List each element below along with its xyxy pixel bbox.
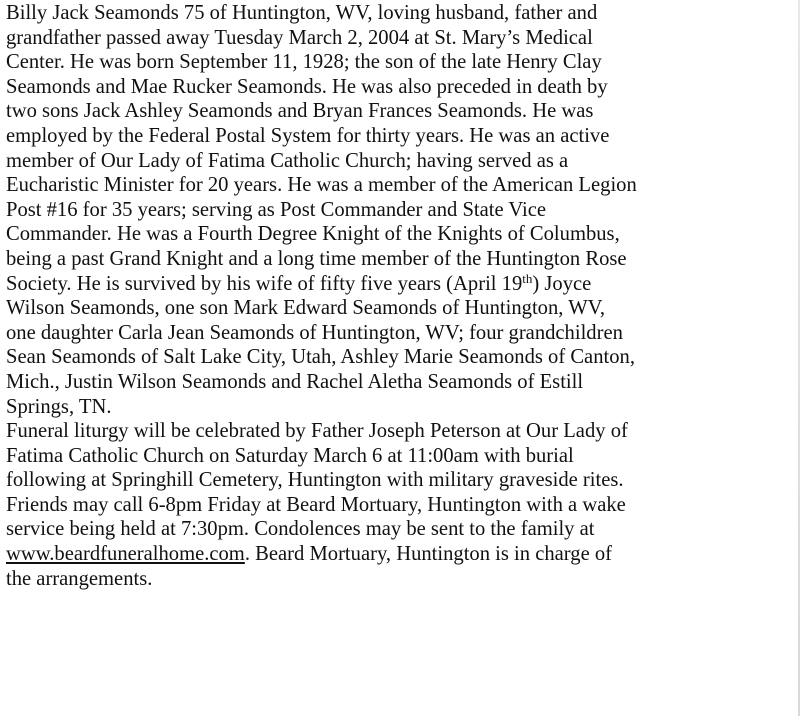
text-line: Wilson Seamonds, one son Mark Edward Seamonds of Huntington, WV,: [6, 297, 606, 320]
text-line: one daughter Carla Jean Seamonds of Huntington, WV; four grandchildren: [6, 321, 623, 344]
text-line: Springs, TN.: [6, 395, 112, 418]
text-line: Billy Jack Seamonds 75 of Huntington, WV, loving husband, father and: [6, 2, 598, 24]
text-line: Center. He was born September 11, 1928; the son of the late Henry Clay: [6, 51, 602, 74]
text-line: service being held at 7:30pm. Condolences may be sent to the family at: [6, 518, 595, 541]
text-line: employed by the Federal Postal System for thirty years. He was an active: [6, 124, 610, 147]
text-line: Sean Seamonds of Salt Lake City, Utah, Ashley Marie Seamonds of Canton,: [6, 346, 635, 369]
text-line: Funeral liturgy will be celebrated by Father Joseph Peterson at Our Lady of: [6, 420, 628, 443]
text-line-with-link: [6, 542, 796, 567]
obituary-paragraph-1: [6, 1, 796, 419]
text-line: Fatima Catholic Church on Saturday March 6 at 11:00am with burial: [6, 444, 574, 467]
text-line: two sons Jack Ashley Seamonds and Bryan Frances Seamonds. He was: [6, 100, 594, 123]
text-line: the arrangements.: [6, 567, 153, 590]
text-segment: . Beard Mortuary, Huntington is in charge of: [244, 543, 613, 566]
text-line: Mich., Justin Wilson Seamonds and Rachel Aletha Seamonds of Estill: [6, 370, 584, 393]
obituary-paragraph-2: [6, 419, 796, 591]
text-line: Post #16 for 35 years; serving as Post Commander and State Vice: [6, 198, 547, 221]
text-line: being a past Grand Knight and a long time member of the Huntington Rose: [6, 247, 627, 270]
text-segment: ) Joyce: [532, 272, 592, 295]
ordinal-superscript: th: [522, 270, 533, 286]
text-segment: Society. He is survived by his wife of fifty five years (April 19: [6, 272, 523, 295]
text-line: member of Our Lady of Fatima Catholic Church; having served as a: [6, 149, 569, 172]
text-line: Seamonds and Mae Rucker Seamonds. He was also preceded in death by: [6, 75, 608, 98]
text-line: Friends may call 6-8pm Friday at Beard Mortuary, Huntington with a wake: [6, 493, 626, 516]
text-line: following at Springhill Cemetery, Huntington with military graveside rites.: [6, 469, 624, 492]
text-line: grandfather passed away Tuesday March 2, 2004 at St. Mary’s Medical: [6, 26, 593, 49]
text-line-with-superscript: [6, 272, 796, 297]
funeral-home-website-link[interactable]: www.beardfuneralhome.com: [6, 543, 245, 566]
text-line: Eucharistic Minister for 20 years. He was a member of the American Legion: [6, 174, 637, 197]
text-line: Commander. He was a Fourth Degree Knight of the Knights of Columbus,: [6, 223, 620, 246]
